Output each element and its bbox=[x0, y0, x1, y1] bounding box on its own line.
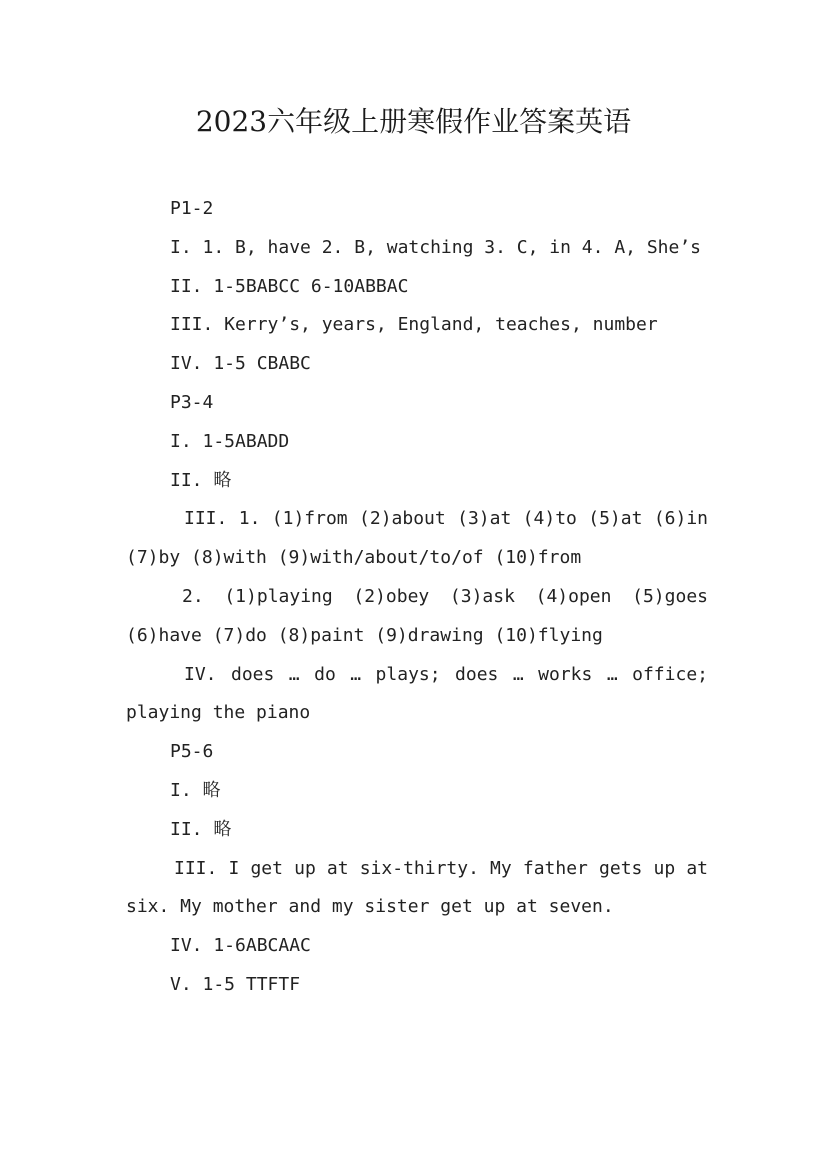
answer-line: V. 1-5 TTFTF bbox=[170, 973, 301, 995]
section-heading-p5-6: P5-6 bbox=[170, 741, 214, 763]
answer-line: IV. 1-6ABCAAC bbox=[170, 935, 311, 957]
section-heading-p1-2: P1-2 bbox=[170, 198, 214, 219]
answer-line: IV. 1-5 CBABC bbox=[170, 353, 311, 375]
answer-line: 2. (1)playing (2)obey (3)ask (4)open (5)goes (6)have (7)do (8)paint (9)drawing (10)flying bbox=[126, 585, 708, 646]
answer-line: III. Kerry’s, years, England, teaches, number bbox=[170, 314, 658, 336]
answer-line: I. 1. B, have 2. B, watching 3. C, in 4. A, She’s bbox=[170, 236, 702, 258]
section-heading-p3-4: P3-4 bbox=[170, 391, 214, 413]
answer-line: I. 略 bbox=[170, 779, 221, 801]
document-title: 2023六年级上册寒假作业答案英语 bbox=[195, 105, 632, 138]
answer-line: I. 1-5ABADD bbox=[170, 430, 290, 452]
answer-line: II. 1-5BABCC 6-10ABBAC bbox=[170, 275, 409, 297]
answer-line: IV. does … do … plays; does … works … office; playing the piano bbox=[126, 663, 708, 724]
answer-line: III. I get up at six-thirty. My father gets up at six. My mother and my sister get up at seven. bbox=[126, 857, 708, 918]
answer-line: II. 略 bbox=[170, 469, 232, 491]
answer-line: II. 略 bbox=[170, 818, 232, 840]
answer-key-body bbox=[126, 190, 708, 1005]
answer-line: III. 1. (1)from (2)about (3)at (4)to (5)at (6)in (7)by (8)with (9)with/about/to/of (10)from bbox=[126, 508, 708, 569]
